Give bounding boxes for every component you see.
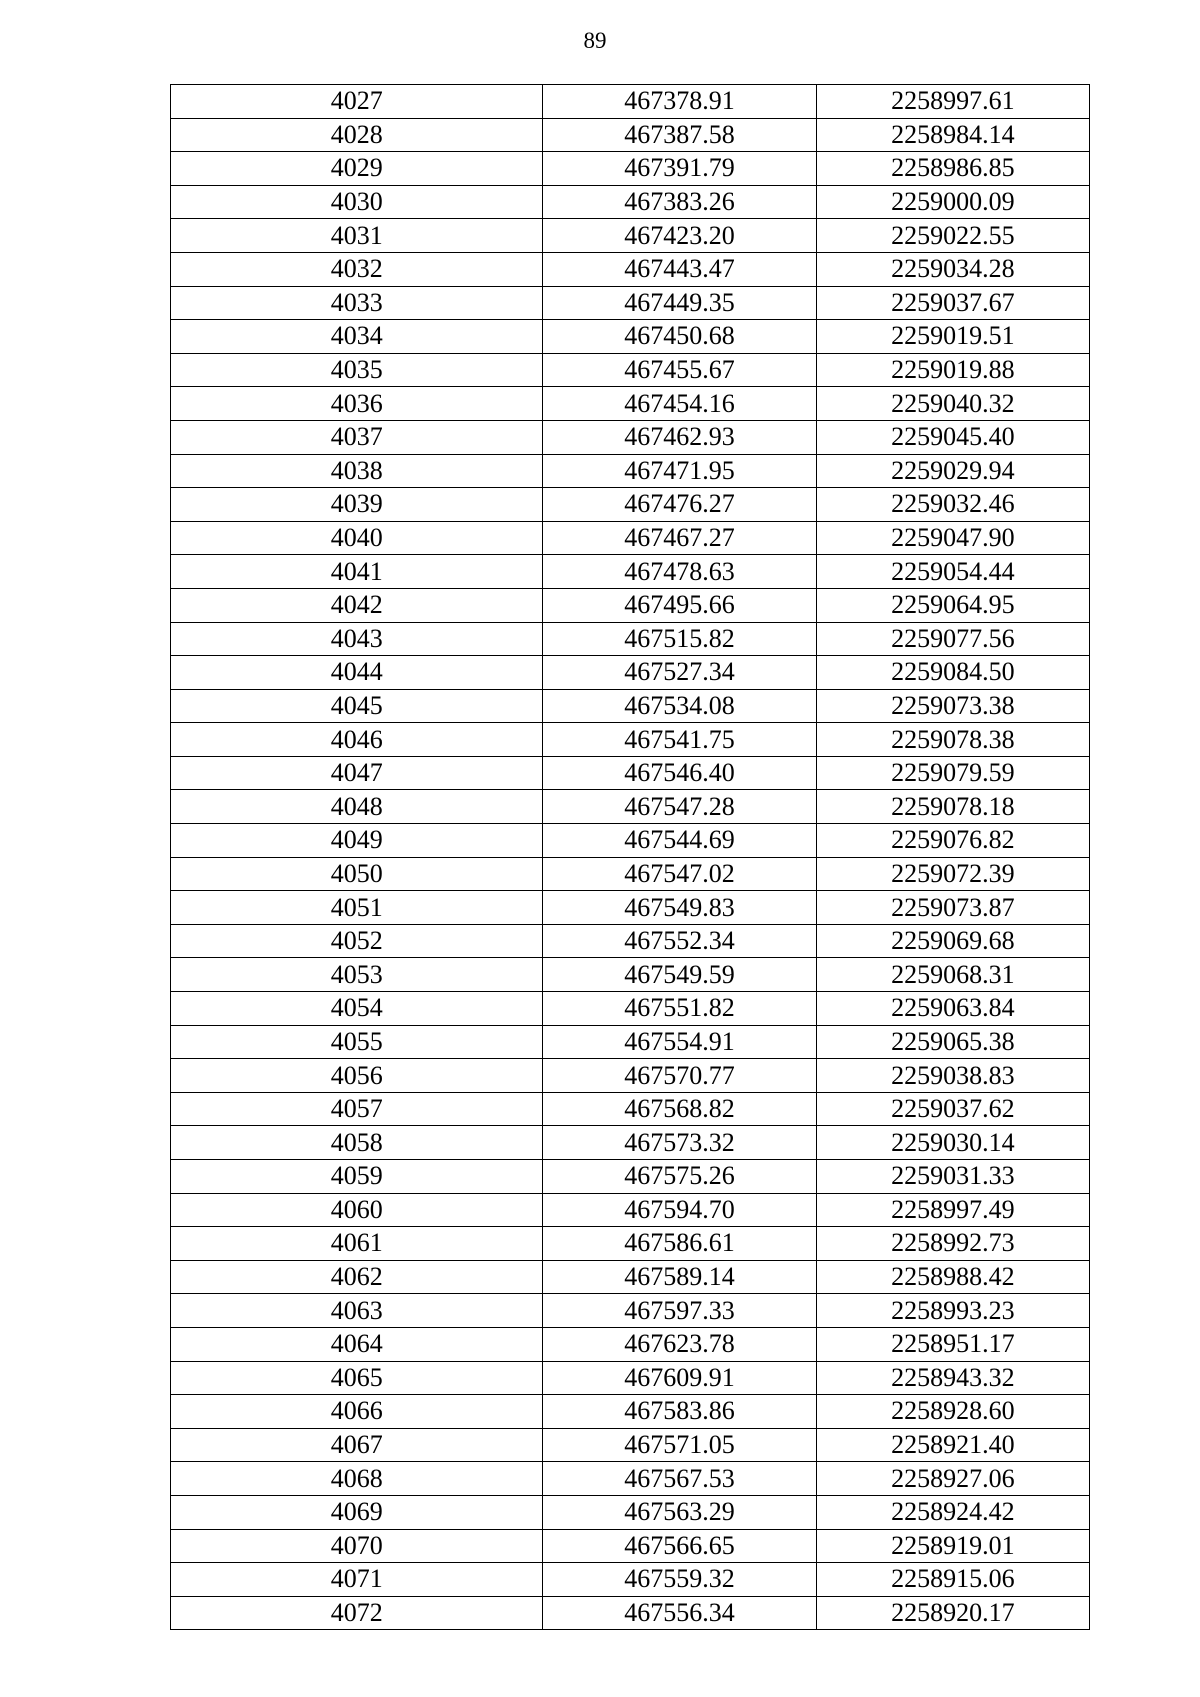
x-coordinate-cell: 467455.67 [543, 353, 816, 387]
point-number-cell: 4068 [171, 1462, 543, 1496]
y-coordinate-cell: 2259032.46 [816, 488, 1089, 522]
x-coordinate-cell: 467597.33 [543, 1294, 816, 1328]
table-row [171, 1563, 1090, 1597]
point-number-cell: 4049 [171, 824, 543, 858]
y-coordinate-cell: 2258919.01 [816, 1529, 1089, 1563]
y-coordinate-cell: 2259065.38 [816, 1025, 1089, 1059]
y-coordinate-cell: 2258993.23 [816, 1294, 1089, 1328]
table-row [171, 152, 1090, 186]
y-coordinate-cell: 2258951.17 [816, 1327, 1089, 1361]
point-number-cell: 4036 [171, 387, 543, 421]
x-coordinate-cell: 467568.82 [543, 1092, 816, 1126]
table-row [171, 353, 1090, 387]
y-coordinate-cell: 2258920.17 [816, 1596, 1089, 1630]
table-row [171, 1059, 1090, 1093]
table-row [171, 689, 1090, 723]
coordinates-table [170, 84, 1090, 1630]
point-number-cell: 4070 [171, 1529, 543, 1563]
point-number-cell: 4058 [171, 1126, 543, 1160]
table-row [171, 1294, 1090, 1328]
x-coordinate-cell: 467552.34 [543, 924, 816, 958]
point-number-cell: 4067 [171, 1428, 543, 1462]
y-coordinate-cell: 2259084.50 [816, 656, 1089, 690]
y-coordinate-cell: 2259019.88 [816, 353, 1089, 387]
y-coordinate-cell: 2259019.51 [816, 320, 1089, 354]
y-coordinate-cell: 2259073.38 [816, 689, 1089, 723]
table-row [171, 1126, 1090, 1160]
table-row [171, 1596, 1090, 1630]
x-coordinate-cell: 467573.32 [543, 1126, 816, 1160]
y-coordinate-cell: 2259040.32 [816, 387, 1089, 421]
x-coordinate-cell: 467527.34 [543, 656, 816, 690]
y-coordinate-cell: 2258924.42 [816, 1495, 1089, 1529]
point-number-cell: 4061 [171, 1227, 543, 1261]
x-coordinate-cell: 467589.14 [543, 1260, 816, 1294]
point-number-cell: 4054 [171, 992, 543, 1026]
point-number-cell: 4033 [171, 286, 543, 320]
y-coordinate-cell: 2258915.06 [816, 1563, 1089, 1597]
table-row [171, 1193, 1090, 1227]
x-coordinate-cell: 467586.61 [543, 1227, 816, 1261]
point-number-cell: 4041 [171, 555, 543, 589]
table-row [171, 555, 1090, 589]
y-coordinate-cell: 2259063.84 [816, 992, 1089, 1026]
point-number-cell: 4029 [171, 152, 543, 186]
table-row [171, 1227, 1090, 1261]
x-coordinate-cell: 467594.70 [543, 1193, 816, 1227]
table-row [171, 1260, 1090, 1294]
table-body [171, 85, 1090, 1630]
table-row [171, 857, 1090, 891]
y-coordinate-cell: 2259047.90 [816, 521, 1089, 555]
table-row [171, 488, 1090, 522]
x-coordinate-cell: 467476.27 [543, 488, 816, 522]
point-number-cell: 4064 [171, 1327, 543, 1361]
x-coordinate-cell: 467391.79 [543, 152, 816, 186]
x-coordinate-cell: 467566.65 [543, 1529, 816, 1563]
y-coordinate-cell: 2259034.28 [816, 252, 1089, 286]
y-coordinate-cell: 2259068.31 [816, 958, 1089, 992]
y-coordinate-cell: 2259022.55 [816, 219, 1089, 253]
x-coordinate-cell: 467449.35 [543, 286, 816, 320]
table-row [171, 622, 1090, 656]
point-number-cell: 4032 [171, 252, 543, 286]
point-number-cell: 4044 [171, 656, 543, 690]
point-number-cell: 4047 [171, 756, 543, 790]
y-coordinate-cell: 2258984.14 [816, 118, 1089, 152]
point-number-cell: 4051 [171, 891, 543, 925]
x-coordinate-cell: 467549.59 [543, 958, 816, 992]
y-coordinate-cell: 2259078.38 [816, 723, 1089, 757]
point-number-cell: 4052 [171, 924, 543, 958]
x-coordinate-cell: 467559.32 [543, 1563, 816, 1597]
table-row [171, 420, 1090, 454]
y-coordinate-cell: 2259031.33 [816, 1160, 1089, 1194]
x-coordinate-cell: 467383.26 [543, 185, 816, 219]
x-coordinate-cell: 467571.05 [543, 1428, 816, 1462]
point-number-cell: 4046 [171, 723, 543, 757]
x-coordinate-cell: 467454.16 [543, 387, 816, 421]
y-coordinate-cell: 2258988.42 [816, 1260, 1089, 1294]
table-row [171, 824, 1090, 858]
point-number-cell: 4035 [171, 353, 543, 387]
table-row [171, 958, 1090, 992]
table-row [171, 1160, 1090, 1194]
y-coordinate-cell: 2258921.40 [816, 1428, 1089, 1462]
x-coordinate-cell: 467450.68 [543, 320, 816, 354]
x-coordinate-cell: 467623.78 [543, 1327, 816, 1361]
x-coordinate-cell: 467567.53 [543, 1462, 816, 1496]
point-number-cell: 4066 [171, 1395, 543, 1429]
table-row [171, 1428, 1090, 1462]
y-coordinate-cell: 2258927.06 [816, 1462, 1089, 1496]
x-coordinate-cell: 467549.83 [543, 891, 816, 925]
x-coordinate-cell: 467554.91 [543, 1025, 816, 1059]
y-coordinate-cell: 2259038.83 [816, 1059, 1089, 1093]
point-number-cell: 4037 [171, 420, 543, 454]
y-coordinate-cell: 2258997.49 [816, 1193, 1089, 1227]
y-coordinate-cell: 2259069.68 [816, 924, 1089, 958]
table-row [171, 185, 1090, 219]
y-coordinate-cell: 2259045.40 [816, 420, 1089, 454]
table-row [171, 1327, 1090, 1361]
y-coordinate-cell: 2258992.73 [816, 1227, 1089, 1261]
x-coordinate-cell: 467387.58 [543, 118, 816, 152]
point-number-cell: 4039 [171, 488, 543, 522]
y-coordinate-cell: 2259079.59 [816, 756, 1089, 790]
y-coordinate-cell: 2259054.44 [816, 555, 1089, 589]
point-number-cell: 4062 [171, 1260, 543, 1294]
x-coordinate-cell: 467467.27 [543, 521, 816, 555]
y-coordinate-cell: 2258943.32 [816, 1361, 1089, 1395]
y-coordinate-cell: 2259076.82 [816, 824, 1089, 858]
table-row [171, 924, 1090, 958]
point-number-cell: 4053 [171, 958, 543, 992]
x-coordinate-cell: 467544.69 [543, 824, 816, 858]
x-coordinate-cell: 467546.40 [543, 756, 816, 790]
y-coordinate-cell: 2259030.14 [816, 1126, 1089, 1160]
x-coordinate-cell: 467583.86 [543, 1395, 816, 1429]
x-coordinate-cell: 467515.82 [543, 622, 816, 656]
point-number-cell: 4030 [171, 185, 543, 219]
point-number-cell: 4038 [171, 454, 543, 488]
point-number-cell: 4040 [171, 521, 543, 555]
table-row [171, 723, 1090, 757]
point-number-cell: 4057 [171, 1092, 543, 1126]
point-number-cell: 4056 [171, 1059, 543, 1093]
y-coordinate-cell: 2259077.56 [816, 622, 1089, 656]
point-number-cell: 4045 [171, 689, 543, 723]
table-row [171, 891, 1090, 925]
table-row [171, 1462, 1090, 1496]
x-coordinate-cell: 467478.63 [543, 555, 816, 589]
point-number-cell: 4050 [171, 857, 543, 891]
point-number-cell: 4069 [171, 1495, 543, 1529]
table-row [171, 454, 1090, 488]
point-number-cell: 4031 [171, 219, 543, 253]
table-row [171, 521, 1090, 555]
table-row [171, 656, 1090, 690]
x-coordinate-cell: 467423.20 [543, 219, 816, 253]
table-row [171, 219, 1090, 253]
table-row [171, 1395, 1090, 1429]
table-row [171, 118, 1090, 152]
table-row [171, 85, 1090, 119]
point-number-cell: 4063 [171, 1294, 543, 1328]
x-coordinate-cell: 467443.47 [543, 252, 816, 286]
table-row [171, 1361, 1090, 1395]
y-coordinate-cell: 2259073.87 [816, 891, 1089, 925]
x-coordinate-cell: 467547.02 [543, 857, 816, 891]
table-row [171, 387, 1090, 421]
y-coordinate-cell: 2259000.09 [816, 185, 1089, 219]
point-number-cell: 4042 [171, 588, 543, 622]
point-number-cell: 4027 [171, 85, 543, 119]
table-row [171, 286, 1090, 320]
table-row [171, 1092, 1090, 1126]
x-coordinate-cell: 467556.34 [543, 1596, 816, 1630]
point-number-cell: 4048 [171, 790, 543, 824]
table-row [171, 1529, 1090, 1563]
x-coordinate-cell: 467495.66 [543, 588, 816, 622]
y-coordinate-cell: 2259029.94 [816, 454, 1089, 488]
y-coordinate-cell: 2258997.61 [816, 85, 1089, 119]
x-coordinate-cell: 467462.93 [543, 420, 816, 454]
table-row [171, 320, 1090, 354]
x-coordinate-cell: 467609.91 [543, 1361, 816, 1395]
table-row [171, 1495, 1090, 1529]
table-row [171, 790, 1090, 824]
point-number-cell: 4060 [171, 1193, 543, 1227]
x-coordinate-cell: 467570.77 [543, 1059, 816, 1093]
y-coordinate-cell: 2259064.95 [816, 588, 1089, 622]
x-coordinate-cell: 467551.82 [543, 992, 816, 1026]
point-number-cell: 4071 [171, 1563, 543, 1597]
table-row [171, 588, 1090, 622]
table-row [171, 992, 1090, 1026]
y-coordinate-cell: 2258986.85 [816, 152, 1089, 186]
x-coordinate-cell: 467534.08 [543, 689, 816, 723]
y-coordinate-cell: 2259037.67 [816, 286, 1089, 320]
y-coordinate-cell: 2259037.62 [816, 1092, 1089, 1126]
x-coordinate-cell: 467547.28 [543, 790, 816, 824]
point-number-cell: 4043 [171, 622, 543, 656]
point-number-cell: 4034 [171, 320, 543, 354]
y-coordinate-cell: 2259078.18 [816, 790, 1089, 824]
y-coordinate-cell: 2258928.60 [816, 1395, 1089, 1429]
table-row [171, 756, 1090, 790]
page-number: 89 [583, 28, 607, 53]
x-coordinate-cell: 467541.75 [543, 723, 816, 757]
point-number-cell: 4065 [171, 1361, 543, 1395]
point-number-cell: 4028 [171, 118, 543, 152]
x-coordinate-cell: 467471.95 [543, 454, 816, 488]
x-coordinate-cell: 467575.26 [543, 1160, 816, 1194]
table-row [171, 252, 1090, 286]
table-row [171, 1025, 1090, 1059]
y-coordinate-cell: 2259072.39 [816, 857, 1089, 891]
point-number-cell: 4072 [171, 1596, 543, 1630]
x-coordinate-cell: 467563.29 [543, 1495, 816, 1529]
point-number-cell: 4059 [171, 1160, 543, 1194]
point-number-cell: 4055 [171, 1025, 543, 1059]
x-coordinate-cell: 467378.91 [543, 85, 816, 119]
